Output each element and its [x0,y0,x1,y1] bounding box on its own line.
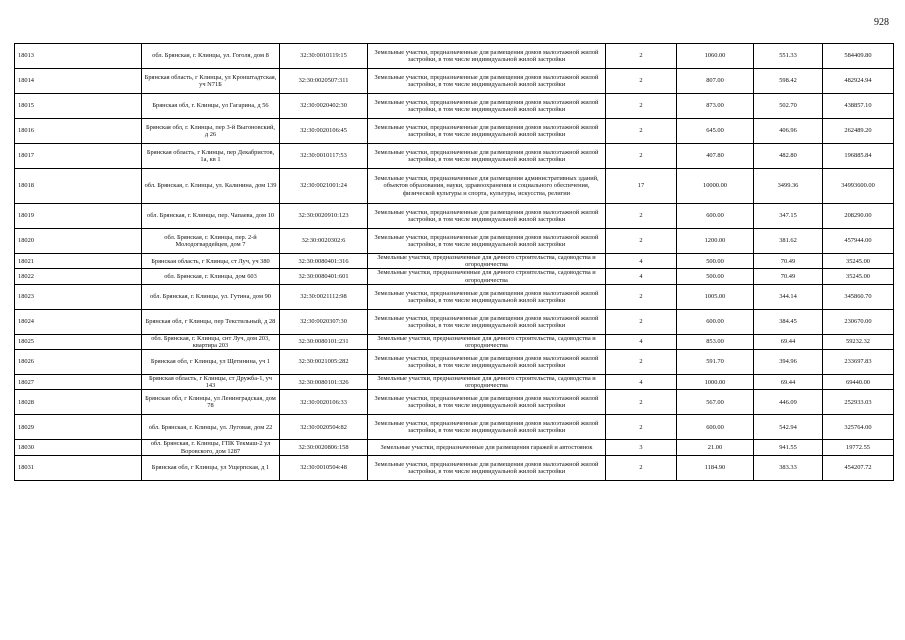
row-area: 1000.00 [677,375,754,390]
row-cadastral-value: 454207.72 [823,455,894,480]
row-specific-value: 941.55 [754,440,823,455]
table-row [15,44,894,69]
table-row [15,390,894,415]
row-specific-value: 347.15 [754,204,823,229]
row-cadastral-value: 208290.00 [823,204,894,229]
row-land-use: Земельные участки, предназначенные для размещения домов малоэтажной жилой застройки, в том числе индивидуальной жилой застройки [368,144,606,169]
table-row [15,229,894,254]
table-row [15,415,894,440]
table-row [15,119,894,144]
row-specific-value: 482.80 [754,144,823,169]
row-cadastral-value: 262489.20 [823,119,894,144]
row-group: 4 [606,269,677,284]
row-specific-value: 542.94 [754,415,823,440]
row-id: 18021 [15,254,142,269]
row-address: Брянская обл, г Клинцы, пер Текстильный, д 28 [142,309,280,334]
row-area: 600.00 [677,415,754,440]
row-area: 500.00 [677,254,754,269]
row-area: 567.00 [677,390,754,415]
row-land-use: Земельные участки, предназначенные для размещения домов малоэтажной жилой застройки, в том числе индивидуальной жилой застройки [368,390,606,415]
table-row [15,204,894,229]
row-area: 645.00 [677,119,754,144]
row-land-use: Земельные участки, предназначенные для размещения домов малоэтажной жилой застройки, в том числе индивидуальной жилой застройки [368,455,606,480]
row-land-use: Земельные участки, предназначенные для дачного строительства, садоводства и огородничества [368,269,606,284]
table-row [15,69,894,94]
row-id: 18022 [15,269,142,284]
row-cadastral-number: 32:30:0020507:311 [280,69,368,94]
row-area: 1184.90 [677,455,754,480]
row-specific-value: 384.45 [754,309,823,334]
table-row [15,309,894,334]
row-land-use: Земельные участки, предназначенные для дачного строительства, садоводства и огородничества [368,334,606,349]
row-id: 18027 [15,375,142,390]
row-group: 2 [606,94,677,119]
row-area: 10000.00 [677,169,754,204]
row-address: обл. Брянская, г. Клинцы, снт Луч, дом 203, квартира 203 [142,334,280,349]
row-land-use: Земельные участки, предназначенные для дачного строительства, садоводства и огородничества [368,375,606,390]
row-cadastral-value: 233697.83 [823,350,894,375]
row-group: 4 [606,254,677,269]
row-cadastral-value: 252933.03 [823,390,894,415]
row-cadastral-number: 32:30:0080101:231 [280,334,368,349]
row-specific-value: 383.33 [754,455,823,480]
row-area: 873.00 [677,94,754,119]
row-specific-value: 3499.36 [754,169,823,204]
row-cadastral-value: 345860.70 [823,284,894,309]
row-cadastral-value: 438857.10 [823,94,894,119]
row-area: 853.00 [677,334,754,349]
row-cadastral-value: 196885.84 [823,144,894,169]
row-area: 807.00 [677,69,754,94]
row-specific-value: 406.96 [754,119,823,144]
row-id: 18018 [15,169,142,204]
row-cadastral-number: 32:30:0010119:15 [280,44,368,69]
row-specific-value: 344.14 [754,284,823,309]
row-specific-value: 381.62 [754,229,823,254]
row-area: 1200.00 [677,229,754,254]
row-specific-value: 446.09 [754,390,823,415]
row-group: 2 [606,415,677,440]
row-address: Брянская обл, г Клинцы, ул Щетинина, уч 1 [142,350,280,375]
row-address: Брянская обл, г. Клинцы, пер 3-й Выгоновский, д 26 [142,119,280,144]
row-id: 18019 [15,204,142,229]
row-specific-value: 69.44 [754,375,823,390]
row-cadastral-value: 230670.00 [823,309,894,334]
row-area: 591.70 [677,350,754,375]
row-id: 18013 [15,44,142,69]
row-cadastral-number: 32:30:0080401:601 [280,269,368,284]
table-row [15,455,894,480]
row-area: 600.00 [677,204,754,229]
row-group: 2 [606,204,677,229]
row-cadastral-number: 32:30:0021112:98 [280,284,368,309]
row-group: 2 [606,309,677,334]
row-address: обл. Брянская, г. Клинцы, ул. Калинина, дом 139 [142,169,280,204]
row-cadastral-number: 32:30:0020402:30 [280,94,368,119]
table-row [15,350,894,375]
row-address: обл. Брянская, г. Клинцы, ГПК Текмаш-2 ул Воровского, дом 1287 [142,440,280,455]
row-group: 2 [606,455,677,480]
row-land-use: Земельные участки, предназначенные для размещения домов малоэтажной жилой застройки, в том числе индивидуальной жилой застройки [368,229,606,254]
row-cadastral-number: 32:30:0010117:53 [280,144,368,169]
row-address: Брянская обл, г Клинцы, ул Ленинградская, дом 78 [142,390,280,415]
row-specific-value: 70.49 [754,254,823,269]
row-address: Брянская область, г Клинцы, пер Декабристов, 1а, кв 1 [142,144,280,169]
row-specific-value: 598.42 [754,69,823,94]
row-id: 18016 [15,119,142,144]
row-address: обл. Брянская, г. Клинцы, ул. Гутина, дом 90 [142,284,280,309]
row-land-use: Земельные участки, предназначенные для размещения домов малоэтажной жилой застройки, в том числе индивидуальной жилой застройки [368,350,606,375]
table-row [15,169,894,204]
row-cadastral-value: 35245.00 [823,269,894,284]
row-area: 1005.00 [677,284,754,309]
table-row [15,440,894,455]
row-cadastral-number: 32:30:0020302:6 [280,229,368,254]
row-address: обл. Брянская, г. Клинцы, пер. Чапаева, дом 10 [142,204,280,229]
row-address: обл. Брянская, г. Клинцы, ул. Луговая, дом 22 [142,415,280,440]
row-area: 407.80 [677,144,754,169]
row-id: 18020 [15,229,142,254]
row-area: 500.00 [677,269,754,284]
row-land-use: Земельные участки, предназначенные для размещения административных зданий, объектов образования, науки, здравоохранения и социального обеспечения, физической культуры и спорта, культуры, искусства, религии [368,169,606,204]
row-area: 21.00 [677,440,754,455]
row-address: Брянская область, г Клинцы, ст Дружба-1, уч 143 [142,375,280,390]
row-id: 18030 [15,440,142,455]
row-group: 4 [606,334,677,349]
row-specific-value: 394.96 [754,350,823,375]
row-group: 2 [606,69,677,94]
row-cadastral-value: 34993600.00 [823,169,894,204]
row-cadastral-value: 35245.00 [823,254,894,269]
row-land-use: Земельные участки, предназначенные для размещения домов малоэтажной жилой застройки, в том числе индивидуальной жилой застройки [368,119,606,144]
table-row [15,94,894,119]
row-land-use: Земельные участки, предназначенные для размещения домов малоэтажной жилой застройки, в том числе индивидуальной жилой застройки [368,309,606,334]
table-row [15,334,894,349]
row-specific-value: 69.44 [754,334,823,349]
row-id: 18023 [15,284,142,309]
row-address: Брянская обл, г. Клинцы, ул Гагарина, д 56 [142,94,280,119]
table-row [15,254,894,269]
row-cadastral-number: 32:30:0020504:82 [280,415,368,440]
row-specific-value: 502.70 [754,94,823,119]
row-specific-value: 70.49 [754,269,823,284]
row-cadastral-number: 32:30:0020106:45 [280,119,368,144]
row-cadastral-number: 32:30:0020806:158 [280,440,368,455]
cadastral-value-table [14,43,894,481]
row-address: обл. Брянская, г. Клинцы, дом 603 [142,269,280,284]
page-number: 928 [874,17,889,28]
row-id: 18025 [15,334,142,349]
row-cadastral-value: 59232.32 [823,334,894,349]
row-land-use: Земельные участки, предназначенные для размещения домов малоэтажной жилой застройки, в том числе индивидуальной жилой застройки [368,69,606,94]
row-address: Брянская область, г Клинцы, ул Кронштадтская, уч N71Б [142,69,280,94]
row-area: 1060.00 [677,44,754,69]
row-land-use: Земельные участки, предназначенные для размещения домов малоэтажной жилой застройки, в том числе индивидуальной жилой застройки [368,44,606,69]
row-land-use: Земельные участки, предназначенные для размещения домов малоэтажной жилой застройки, в том числе индивидуальной жилой застройки [368,94,606,119]
row-address: Брянская область, г Клинцы, ст Луч, уч 380 [142,254,280,269]
row-id: 18015 [15,94,142,119]
row-id: 18026 [15,350,142,375]
row-land-use: Земельные участки, предназначенные для дачного строительства, садоводства и огородничества [368,254,606,269]
table-row [15,375,894,390]
table-row [15,269,894,284]
table-row [15,284,894,309]
row-cadastral-number: 32:30:0080101:326 [280,375,368,390]
row-cadastral-number: 32:30:0020106:33 [280,390,368,415]
row-address: Брянская обл, г Клинцы, ул Ущерпская, д 1 [142,455,280,480]
row-land-use: Земельные участки, предназначенные для размещения гаражей и автостоянок [368,440,606,455]
row-group: 17 [606,169,677,204]
row-group: 2 [606,144,677,169]
row-cadastral-number: 32:30:0021001:24 [280,169,368,204]
row-cadastral-value: 69440.00 [823,375,894,390]
row-group: 2 [606,229,677,254]
row-land-use: Земельные участки, предназначенные для размещения домов малоэтажной жилой застройки, в том числе индивидуальной жилой застройки [368,204,606,229]
row-specific-value: 551.33 [754,44,823,69]
row-cadastral-value: 457944.00 [823,229,894,254]
row-address: обл. Брянская, г. Клинцы, пер. 2-й Молодогвардейцев, дом 7 [142,229,280,254]
row-group: 2 [606,284,677,309]
row-id: 18031 [15,455,142,480]
row-group: 3 [606,440,677,455]
row-cadastral-number: 32:30:0010504:48 [280,455,368,480]
row-cadastral-number: 32:30:0080401:316 [280,254,368,269]
row-group: 4 [606,375,677,390]
row-group: 2 [606,350,677,375]
row-id: 18029 [15,415,142,440]
table-row [15,144,894,169]
row-id: 18017 [15,144,142,169]
row-area: 600.00 [677,309,754,334]
row-group: 2 [606,119,677,144]
row-cadastral-value: 482924.94 [823,69,894,94]
row-cadastral-number: 32:30:0021005:282 [280,350,368,375]
row-cadastral-value: 325764.00 [823,415,894,440]
row-cadastral-value: 19772.55 [823,440,894,455]
row-group: 2 [606,44,677,69]
row-cadastral-number: 32:30:0020910:123 [280,204,368,229]
row-id: 18014 [15,69,142,94]
row-id: 18024 [15,309,142,334]
row-cadastral-number: 32:30:0020307:30 [280,309,368,334]
row-land-use: Земельные участки, предназначенные для размещения домов малоэтажной жилой застройки, в том числе индивидуальной жилой застройки [368,284,606,309]
row-land-use: Земельные участки, предназначенные для размещения домов малоэтажной жилой застройки, в том числе индивидуальной жилой застройки [368,415,606,440]
row-id: 18028 [15,390,142,415]
row-cadastral-value: 584409.80 [823,44,894,69]
row-group: 2 [606,390,677,415]
row-address: обл. Брянская, г. Клинцы, ул. Гоголя, дом 8 [142,44,280,69]
